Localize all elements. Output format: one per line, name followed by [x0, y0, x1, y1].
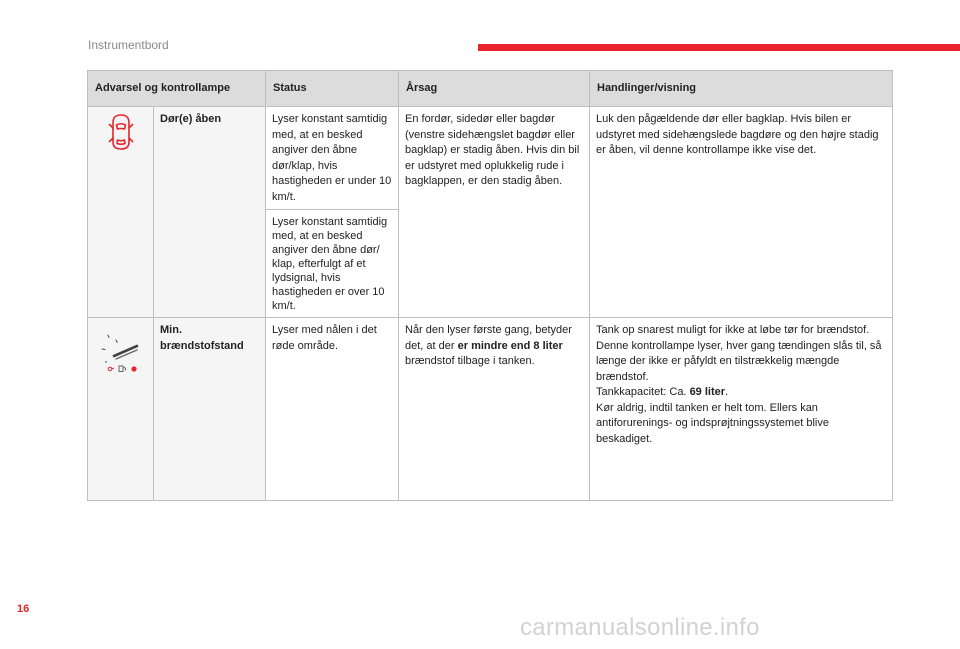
fuel-gauge-icon-cell	[88, 318, 154, 501]
column-header-cause: Årsag	[399, 71, 590, 107]
action-low-fuel-line: Kør aldrig, indtil tanken er helt tom. Ellers kan antiforurenings- og indsprøjtningssystemet blive beskadiget.	[596, 401, 829, 445]
column-header-status: Status	[266, 71, 399, 107]
cause-low-fuel-text-end: brændstof tilbage i tanken.	[405, 355, 535, 367]
table-row	[88, 318, 893, 501]
action-low-fuel-capacity	[596, 385, 886, 401]
cause-door-open: En fordør, sidedør eller bagdør (venstre sidehængslet bagdør eller bagklap) er stadig åben. Hvis din bil er udstyret med oplukkelig rude i bagklappen, er den stadig åben.	[399, 107, 590, 318]
capacity-period: .	[725, 386, 729, 398]
lamp-name-door-open: Dør(e) åben	[154, 107, 266, 318]
table-header-row	[88, 71, 893, 107]
header-accent-bar	[478, 44, 960, 51]
action-low-fuel-line: Denne kontrollampe lyser, hver gang tændingen slås til, så længe der ikke er påfyldt en tilstrækkelig mængde brændstof.	[596, 339, 882, 383]
capacity-label: Tankkapacitet: Ca.	[596, 386, 687, 398]
cause-low-fuel	[399, 318, 590, 501]
cause-low-fuel-text: Når den lyser første gang, betyder det, at der	[405, 324, 572, 352]
door-open-icon-cell	[88, 107, 154, 318]
status-low-fuel: Lyser med nålen i det røde område.	[266, 318, 399, 501]
door-open-warning-icon	[108, 143, 134, 155]
status-door-open-high-speed: Lyser konstant samtidig med, at en besked angiver den åbne dør/ klap, efterfulgt af et lydsignal, hvis hastigheden er over 10 km/t.	[266, 210, 399, 318]
watermark: carmanualsonline.info	[520, 614, 760, 641]
action-low-fuel	[590, 318, 893, 501]
section-title: Instrumentbord	[88, 38, 169, 52]
table-row	[88, 107, 893, 210]
fuel-gauge-icon	[99, 363, 143, 375]
lamp-name-low-fuel: Min. brændstofstand	[154, 318, 266, 501]
status-door-open-low-speed: Lyser konstant samtidig med, at en besked angiver den åbne dør/klap, hvis hastigheden er under 10 km/t.	[266, 107, 399, 210]
capacity-value: 69 liter	[689, 386, 726, 398]
column-header-warning-lamp: Advarsel og kontrollampe	[88, 71, 266, 107]
warning-lamp-table	[87, 70, 893, 501]
column-header-action: Handlinger/visning	[590, 71, 893, 107]
action-door-open: Luk den pågældende dør eller bagklap. Hvis bilen er udstyret med sidehængslede bagdøre og den højre stadig er åben, vil denne kontrollampe ikke vise det.	[590, 107, 893, 318]
page-number: 16	[17, 603, 30, 615]
action-low-fuel-line: Tank op snarest muligt for ikke at løbe tør for brændstof.	[596, 324, 870, 336]
cause-low-fuel-emphasis: er mindre end 8 liter	[457, 339, 563, 352]
